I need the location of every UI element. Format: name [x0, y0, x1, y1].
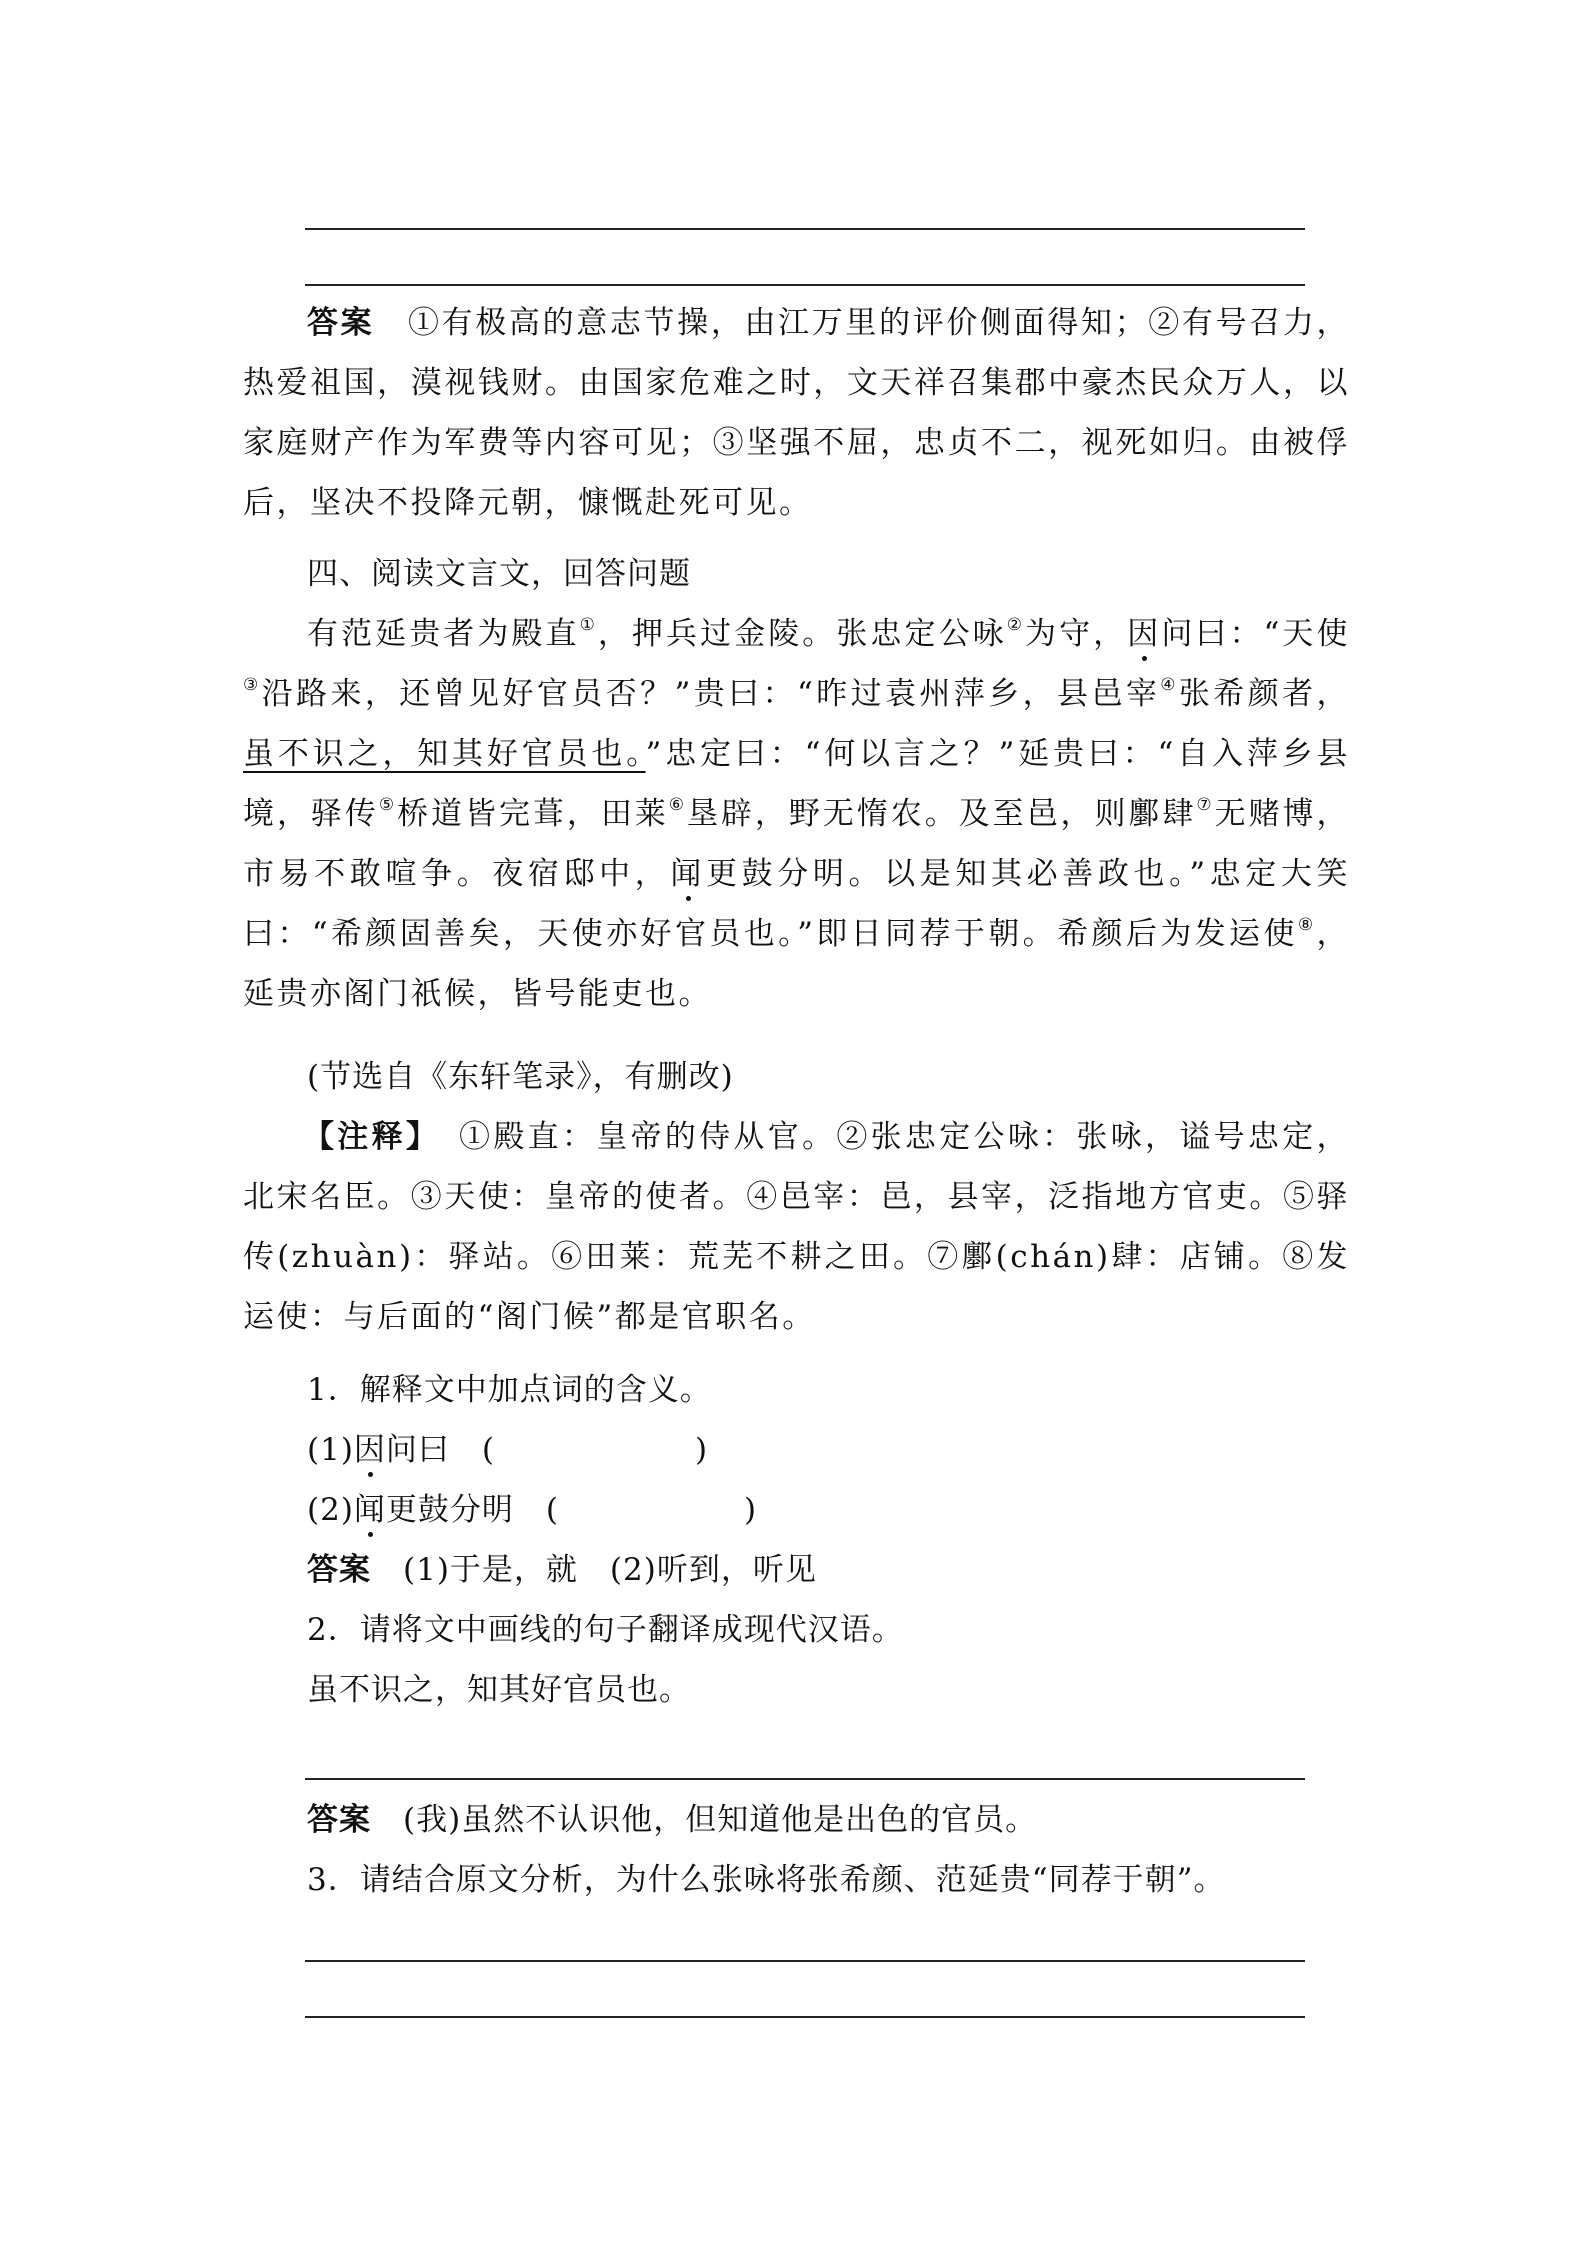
passage-text: ”忠定曰：“何以言之？”延贵曰：“自入萍乡县境，驿传	[243, 736, 1351, 832]
footnote-marker: ③	[243, 675, 262, 695]
item-number: (2)	[307, 1492, 354, 1528]
answer-line[interactable]	[305, 284, 1305, 286]
notes-paragraph	[243, 1107, 1350, 1347]
passage-text: ，延贵亦阁门祇候，皆号能吏也。	[243, 916, 1350, 1012]
passage-text: ，押兵过金陵。张忠定公咏	[597, 616, 1007, 652]
question-1-item-2	[243, 1480, 757, 1540]
notes-text: ①殿直：皇帝的侍从官。②张忠定公咏：张咏，谥号忠定，北宋名臣。③天使：皇帝的使者。④邑宰：邑，县宰，泛指地方官吏。⑤驿传(zhuàn)：驿站。⑥田莱：荒芜不耕之田。⑦鄽(chán)肆：店铺。⑧发运使：与后面的“阁门候”都是官职名。	[243, 1119, 1351, 1335]
footnote-marker: ⑧	[1297, 915, 1317, 935]
footnote-marker: ⑥	[668, 795, 687, 815]
passage-text: 沿路来，还曾见好官员否？”贵曰：“昨过袁州萍乡，县邑宰	[261, 676, 1161, 712]
item-bracket: )	[695, 1432, 709, 1468]
dotted-word: 因	[1127, 616, 1162, 652]
question-1-answer	[243, 1540, 817, 1600]
answer-text: ①有极高的意志节操，由江万里的评价侧面得知；②有号召力，热爱祖国，漠视钱财。由国家危难之时，文天祥召集郡中豪杰民众万人，以家庭财产作为军费等内容可见；③坚强不屈，忠贞不二，视死如归。由被俘后，坚决不投降元朝，慷慨赴死可见。	[243, 305, 1351, 521]
item-text: 更鼓分明 (	[385, 1492, 560, 1528]
passage-text: 为守，	[1025, 616, 1128, 652]
answer-line[interactable]	[305, 1960, 1305, 1962]
question-2-sentence: 虽不识之，知其好官员也。	[307, 1672, 691, 1708]
passage-text: 更鼓分明。以是知其必善政也。”忠定大笑曰：“希颜固善矣，天使亦好官员也。”即日同荐于朝。希颜后为发运使	[243, 856, 1351, 952]
underlined-sentence: 虽不识之，知其好官员也。	[243, 736, 646, 772]
question-1-prompt: 1．解释文中加点词的含义。	[307, 1372, 712, 1408]
footnote-marker: ④	[1160, 675, 1179, 695]
footnote-marker: ⑤	[378, 795, 398, 815]
question-2-answer	[243, 1790, 1037, 1850]
dotted-word: 因	[353, 1432, 386, 1468]
passage-text: 问曰：“天使	[1161, 616, 1351, 652]
footnote-marker: ⑦	[1196, 795, 1215, 815]
answer-label: 答案	[307, 1802, 371, 1838]
answer-label: 答案	[307, 1552, 371, 1588]
dotted-word: 闻	[353, 1492, 386, 1528]
footnote-marker: ②	[1006, 615, 1026, 635]
answer-line[interactable]	[305, 228, 1305, 230]
footnote-marker: ①	[579, 615, 598, 635]
question-1-item-1	[243, 1420, 708, 1480]
question-2-prompt: 2．请将文中画线的句子翻译成现代汉语。	[307, 1612, 904, 1648]
item-number: (1)	[307, 1432, 354, 1468]
question-3-prompt: 3．请结合原文分析，为什么张咏将张希颜、范延贵“同荐于朝”。	[307, 1862, 1226, 1898]
passage-text: 有范延贵者为殿直	[307, 616, 580, 652]
answer-line[interactable]	[305, 2016, 1305, 2018]
answer-paragraph	[243, 293, 1350, 533]
answer-line[interactable]	[305, 1778, 1305, 1780]
passage-text: 无赌博，市易不敢喧争。夜宿邸中，	[243, 796, 1350, 892]
passage-text: 垦辟，野无惰农。及至邑，则鄽肆	[686, 796, 1197, 832]
passage-text: 桥道皆完葺，田莱	[397, 796, 669, 832]
source-citation: (节选自《东轩笔录》，有删改)	[307, 1059, 734, 1095]
answer-text: (1)于是，就 (2)听到，听见	[403, 1552, 817, 1588]
item-bracket: )	[744, 1492, 758, 1528]
answer-text: (我)虽然不认识他，但知道他是出色的官员。	[403, 1802, 1038, 1838]
answer-label: 答案	[307, 305, 375, 341]
item-text: 问曰 (	[385, 1432, 496, 1468]
passage-text: 张希颜者，	[1178, 676, 1351, 712]
classical-passage	[243, 604, 1350, 1024]
notes-heading: 【注释】	[303, 1119, 425, 1155]
dotted-word: 闻	[670, 856, 707, 892]
section-title: 四、阅读文言文，回答问题	[307, 556, 691, 592]
